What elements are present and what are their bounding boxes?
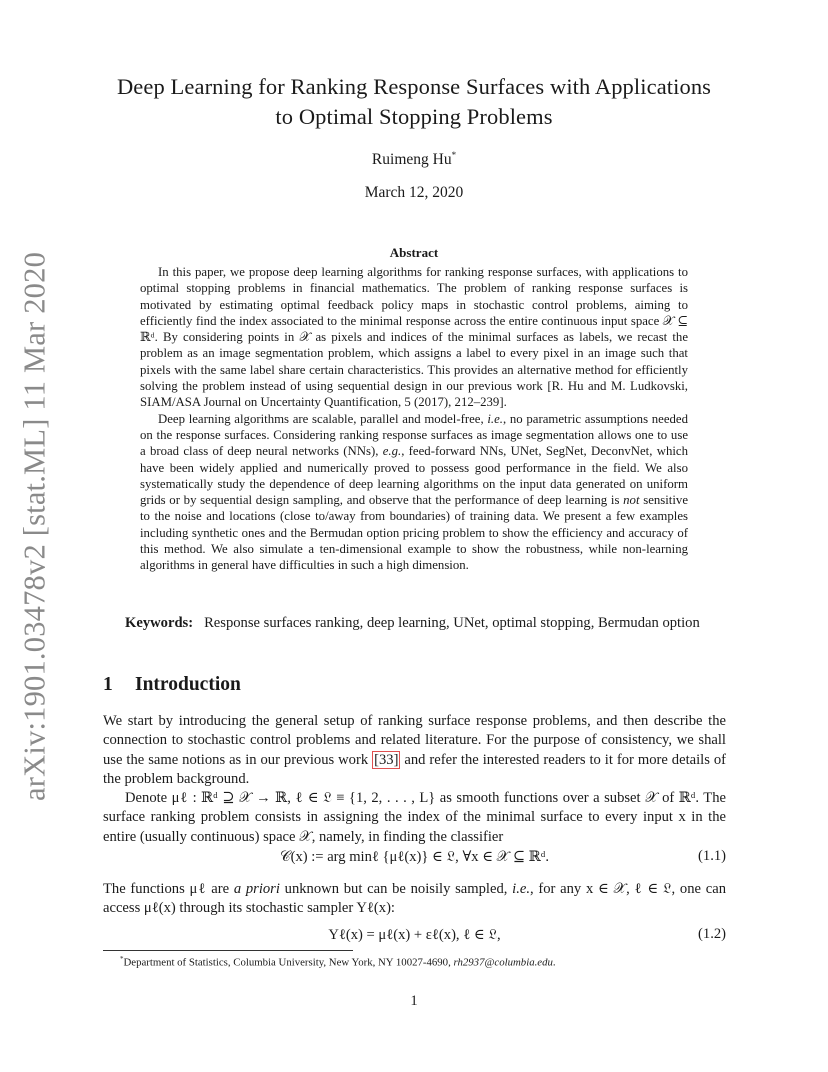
equation-1-1-expr: 𝒞(x) := arg minℓ {μℓ(x)} ∈ 𝔏, ∀x ∈ 𝒳 ⊆ ℝᵈ.	[279, 849, 550, 865]
abstract-paragraph-1: In this paper, we propose deep learning algorithms for ranking response surfaces, with applications to optimal stopping problems in financial mathematics. The problem of ranking response surfaces is motivated by estimating optimal feedback policy maps in stochastic control problems, aiming to efficiently find the index associated to the minimal response across the entire continuous input space 𝒳 ⊆ ℝᵈ. By considering points in 𝒳 as pixels and indices of the minimal surfaces as labels, we recast the problem as an image segmentation problem, which assigns a label to every pixel in an image such that pixels with the same label share certain characteristics. This provides an alternative method for efficiently solving the problem instead of using sequential design in our previous work [R. Hu and M. Ludkovski, SIAM/ASA Journal on Uncertainty Quantification, 5 (2017), 212–239].	[140, 265, 688, 410]
equation-1-2	[103, 926, 726, 948]
keywords	[103, 613, 726, 633]
intro-paragraph-2: Denote μℓ : ℝᵈ ⊇ 𝒳 → ℝ, ℓ ∈ 𝔏 ≡ {1, 2, . . . , L} as smooth functions over a subset 𝒳 of ℝᵈ. The surface ranking problem consists in assigning the index of the minimal surface to every input x in the entire (usually continuous) space 𝒳, namely, in finding the classifier	[103, 790, 726, 845]
section-number: 1	[103, 674, 113, 695]
abstract	[140, 264, 688, 574]
keywords-label: Keywords:	[125, 615, 194, 631]
keywords-text: Response surfaces ranking, deep learning, UNet, optimal stopping, Bermudan option	[204, 615, 700, 631]
equation-1-1	[103, 848, 726, 870]
date: March 12, 2020	[364, 184, 464, 201]
section-heading	[103, 674, 241, 696]
equation-1-2-expr: Yℓ(x) = μℓ(x) + εℓ(x), ℓ ∈ 𝔏,	[328, 927, 501, 943]
author-footnote-mark: *	[451, 150, 457, 160]
footnote: *Department of Statistics, Columbia University, New York, NY 10027-4690, rh2937@columbia.edu.	[120, 955, 556, 969]
intro-paragraph-3: The functions μℓ are a priori unknown but can be noisily sampled, i.e., for any x ∈ 𝒳, ℓ ∈ 𝔏, one can access μℓ(x) through its stochastic sampler Yℓ(x):	[103, 881, 726, 917]
citation-link[interactable]: [33]	[374, 751, 399, 768]
intro-paragraph-1: We start by introducing the general setup of ranking surface response problems, and then describe the connection to stochastic control problems and related literature. For the purpose of consistency, we shall use the same notions as in our previous work [33] and refer the interested readers to it for more details of the problem background.	[103, 713, 727, 787]
title-line-1: Deep Learning for Ranking Response Surfaces with Applications	[116, 74, 712, 99]
equation-1-1-tag: (1.1)	[698, 848, 726, 864]
title-line-2: to Optimal Stopping Problems	[275, 104, 553, 129]
equation-1-2-tag: (1.2)	[698, 926, 726, 942]
paper-title	[90, 72, 738, 132]
arxiv-stamp: arXiv:1901.03478v2 [stat.ML] 11 Mar 2020	[17, 251, 52, 801]
abstract-paragraph-2: Deep learning algorithms are scalable, parallel and model-free, i.e., no parametric assumptions needed on the response surfaces. Considering ranking response surfaces as image segmentation allows one to use a broad class of deep neural networks (NNs), e.g., feed-forward NNs, UNet, SegNet, DeconvNet, which have been widely applied and numerically proved to possess good performance in the field. We also systematically study the dependence of deep learning algorithms on the input data generated on uniform grids or by sequential design sampling, and observe that the performance of deep learning is not sensitive to the noise and locations (close to/away from boundaries) of training data. We present a few examples including synthetic ones and the Bermudan option pricing problem to show the efficiency and accuracy of this method. We also simulate a ten-dimensional example to show the robustness, while non-learning algorithms in general have difficulties in such a high dimension.	[140, 411, 688, 573]
intro-body	[103, 712, 726, 847]
footnote-email[interactable]: rh2937@columbia.edu	[453, 956, 553, 969]
author: Ruimeng Hu*	[371, 150, 457, 169]
abstract-heading: Abstract	[389, 245, 439, 260]
section-title: Introduction	[135, 674, 241, 695]
footnote-rule	[103, 950, 353, 951]
page-number: 1	[410, 993, 418, 1009]
intro-body-continued	[103, 880, 726, 919]
